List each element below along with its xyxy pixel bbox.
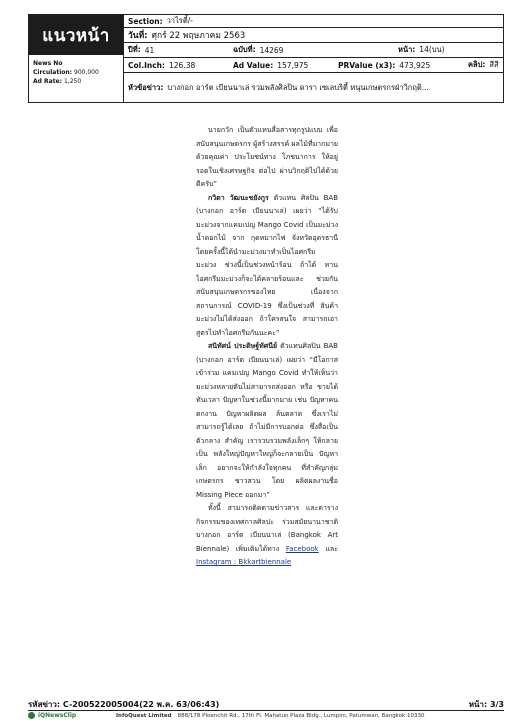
date-label: วันที่: — [128, 31, 148, 41]
iqnewsclip-logo — [28, 711, 98, 720]
publication-panel — [29, 15, 124, 102]
page-count-value: 3/3 — [489, 700, 504, 709]
news-code-value: C-200522005004(22 พ.ค. 63/06:43) — [62, 700, 220, 709]
page-count-label: หน้า: — [468, 700, 488, 709]
news-code — [28, 698, 219, 711]
article-paragraph-1: นายกวัก เป็นตัวแทนสื่อสารทุกรูปแบบ เพื่อสนับสนุนเกษตรกร ผู้สร้างสรรค์ ผลไม้ที่มากมายด้วยคุณค่า ประโยชน์ทาง โภชนาการ ให้อยู่รอดในเชิงเศรษฐกิจ ต่อไป ผ่านวิกฤติไปได้ด้วยดีครับ” — [196, 126, 338, 188]
article-paragraph-4-text: ทั้งนี้ สามารถติดตามข่าวสาร และตารางกิจกรรมของเทศกาลศิลปะ ร่วมสมัยนานาชาติ บางกอก อาร์ต เบียนนาเล่ (Bangkok Art Biennale) เพิ่มเติมได้ทาง — [196, 504, 338, 553]
section-value: วาไรตี้/- — [166, 16, 193, 25]
iqnewsclip-logo-icon — [28, 712, 35, 719]
year-value: 41 — [144, 45, 155, 55]
ad-rate-label: Ad Rate: — [33, 78, 63, 85]
issue-value: 14269 — [259, 45, 284, 55]
article-paragraph-3-text: ตัวแทนศิลปิน BAB (บางกอก อาร์ต เบียนนาเล่) เผยว่า “มีโอกาสเข้าร่วม แคมเปญ Mango Covid ทำให้เห็นว่า มะม่วงหลายตันไม่สามารถส่งออก หรือ ขายได้ทันเวลา ปัญหาในช่วงนี้มากมาย เช่น ปัญหาคนตกงาน ปัญหาผลิตผล ล้นตลาด ซึ่งเราไม่สามารถรู้ได้เลย ถ้าไม่มีการบอกต่อ ซึ่งสื่อเป็นตัวกลาง สำคัญ เรารวบรวมพลังเล็กๆ ให้กลายเป็น พลังใหญ่ปัญหาใหญ่ก็จะกลายเป็น ปัญหาเล็ก อยากจะให้กำลังใจทุกคน ที่สำคัญกลุ่มเกษตรกร ชาวสวน โดย ผลิตผลงานชื่อ Missing Piece ออกมา” — [196, 342, 338, 499]
section-row — [124, 15, 503, 28]
circulation-value: 900,000 — [74, 69, 99, 76]
iqnewsclip-brand: iQNewsClip — [38, 712, 77, 719]
article-paragraph-2 — [196, 192, 338, 341]
publication-logo: แนวหน้า — [29, 15, 123, 55]
circulation-label: Circulation: — [33, 69, 73, 76]
issue-label: ฉบับที่: — [233, 45, 256, 54]
news-code-label: รหัสข่าว: — [28, 700, 61, 709]
date-value: ศุกร์ 22 พฤษภาคม 2563 — [151, 31, 246, 41]
article-clipping — [196, 124, 338, 675]
publication-meta — [29, 55, 123, 90]
headline-row — [124, 73, 503, 102]
section-label: Section: — [128, 16, 163, 26]
article-paragraph-3 — [196, 340, 338, 502]
ad-rate-value: 1,250 — [63, 78, 82, 85]
article-paragraph-4 — [196, 502, 338, 570]
prvalue-label: PRValue (x3): — [338, 60, 396, 70]
clip-footer — [28, 699, 504, 711]
page-label: หน้า: — [398, 45, 416, 54]
adval-value: 157,975 — [277, 60, 309, 70]
meta-panel — [124, 15, 503, 102]
prvalue-value: 473,925 — [399, 60, 431, 70]
provider-company: InfoQuest Limited — [116, 712, 172, 719]
colinch-label: Col.Inch: — [128, 60, 165, 70]
clip-value: สีสี — [489, 60, 499, 69]
and-text: และ — [318, 544, 338, 553]
headline-value: บางกอก อาร์ต เบียนนาเล่ รวมพลังศิลปิน ดารา เซเลบริตี้ หนุนเกษตรกรฝ่าวิกฤติ... — [167, 82, 429, 92]
value-row — [124, 58, 503, 73]
date-row — [124, 28, 503, 43]
provider-address: 888/178 Ploenchit Rd., 17th Fl. Mahatun Plaza Bldg., Lumpini, Patumwan, Bangkok 10330 — [177, 712, 425, 719]
page-count — [469, 698, 504, 711]
year-label: ปีที่: — [128, 45, 141, 54]
clipping-header — [28, 14, 504, 103]
speaker-name-kavita: กวิตา วัฒนะชยังกูร — [208, 193, 269, 202]
colinch-value: 126.38 — [169, 60, 196, 70]
article-paragraph-2-text: ตัวแทน ศิลปิน BAB (บางกอก อาร์ต เบียนนาเล่) เผยว่า “ได้รับมะม่วงจากแคมเปญ Mango Covid เป็นมะม่วงน้ำดอกไม้ จาก กุดหมากไฟ จังหวัดอุดรธานี โดยครั้งนี้ได้นำมะม่วงมาทำเป็นไอศกรีม มะม่วง ช่วงนี้เป็นช่วงหน้าร้อน ถ้าได้ ทานไอศกรีมมะม่วงก็จะได้คลายร้อนและ ช่วยกันสนับสนุนเกษตรกรของไทย เนื่องจาก สถานการณ์ COVID-19 ซึ่งเป็นช่วงที่ สินค้ามะม่วงไม่ได้ส่งออก ถ้าใครสนใจ สามารถเอาสูตรไปทำไอศกรีมกันนะคะ” — [196, 193, 338, 337]
page-value: 14(บน) — [419, 45, 445, 54]
speaker-name-sanitat: สนิทัศน์ ประดิษฐ์ทัศนีย์ — [208, 342, 278, 350]
issue-row — [124, 43, 503, 58]
instagram-link[interactable]: Instagram : Bkkartbiennale — [196, 558, 292, 566]
clip-label: คลิป: — [468, 60, 486, 69]
headline-label: หัวข้อข่าว: — [128, 82, 164, 92]
facebook-link[interactable]: Facebook — [285, 544, 319, 553]
news-no-label: News No — [33, 60, 63, 67]
adval-label: Ad Value: — [233, 60, 274, 70]
provider-bar — [28, 711, 504, 720]
